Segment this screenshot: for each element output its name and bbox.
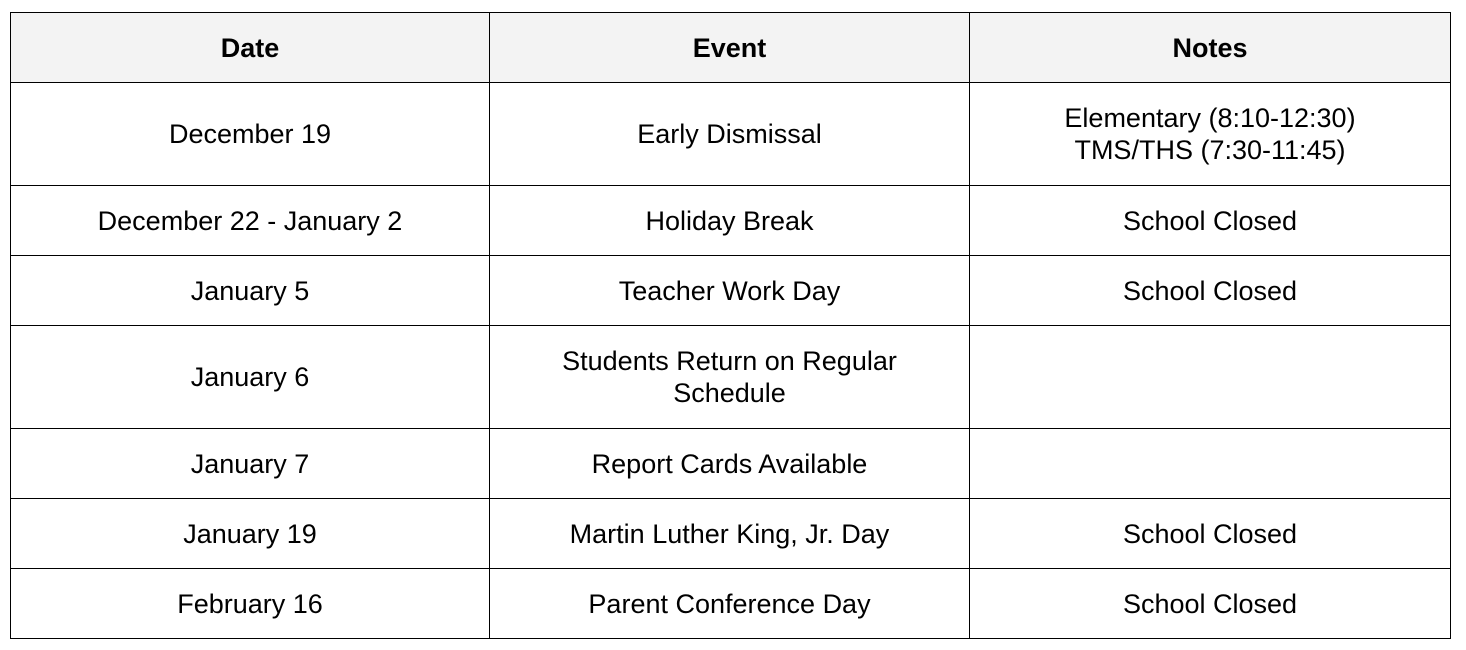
schedule-table <box>10 12 1451 639</box>
event-cell: Martin Luther King, Jr. Day <box>490 499 970 569</box>
event-cell: Parent Conference Day <box>490 569 970 639</box>
notes-line: School Closed <box>1122 275 1298 306</box>
event-cell: Students Return on Regular Schedule <box>490 326 970 429</box>
notes-line: TMS/THS (7:30-11:45) <box>1074 135 1346 165</box>
header-date: Date <box>11 13 490 83</box>
date-cell: January 19 <box>11 499 490 569</box>
date-cell: February 16 <box>11 569 490 639</box>
event-cell: Teacher Work Day <box>490 256 970 326</box>
header-notes: Notes <box>970 13 1451 83</box>
event-cell: Report Cards Available <box>490 429 970 499</box>
table-row <box>11 186 1451 256</box>
notes-cell <box>970 326 1451 429</box>
notes-cell <box>970 186 1451 256</box>
date-cell: January 7 <box>11 429 490 499</box>
header-row <box>11 13 1451 83</box>
header-event: Event <box>490 13 970 83</box>
date-cell: December 22 - January 2 <box>11 186 490 256</box>
notes-line: School Closed <box>1122 205 1298 236</box>
table-row <box>11 326 1451 429</box>
table-row <box>11 569 1451 639</box>
event-cell: Early Dismissal <box>490 83 970 186</box>
notes-cell <box>970 569 1451 639</box>
notes-cell <box>970 499 1451 569</box>
date-cell: December 19 <box>11 83 490 186</box>
date-cell: January 5 <box>11 256 490 326</box>
event-cell: Holiday Break <box>490 186 970 256</box>
notes-line: School Closed <box>1122 588 1298 619</box>
notes-cell <box>970 256 1451 326</box>
table-row <box>11 83 1451 186</box>
notes-cell <box>970 83 1451 186</box>
notes-line: School Closed <box>1122 518 1298 549</box>
date-cell: January 6 <box>11 326 490 429</box>
notes-line: Elementary (8:10-12:30) <box>1064 103 1356 133</box>
table-row <box>11 429 1451 499</box>
notes-cell <box>970 429 1451 499</box>
table-row <box>11 256 1451 326</box>
table-row <box>11 499 1451 569</box>
